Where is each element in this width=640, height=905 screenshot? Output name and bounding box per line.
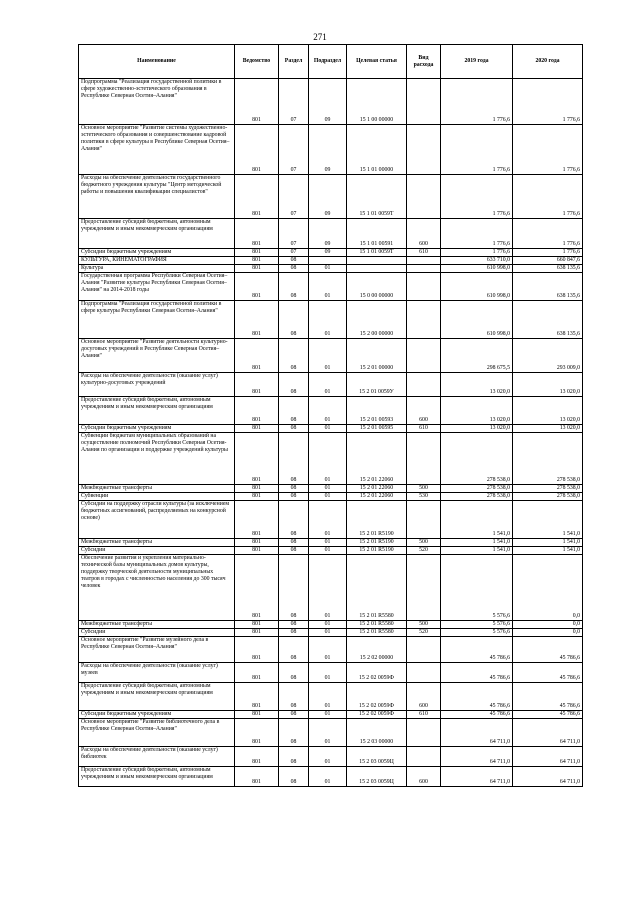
cell-article: 15 1 01 0059Т bbox=[347, 249, 407, 257]
cell-article: 15 2 03 0059Ц bbox=[347, 767, 407, 787]
cell-y2020: 278 538,0 bbox=[513, 485, 583, 493]
cell-name: Предоставление субсидий бюджетным, автономным учреждениям и иным некоммерческим организациям bbox=[79, 397, 235, 425]
cell-vid bbox=[407, 719, 441, 747]
cell-razdel: 07 bbox=[279, 175, 309, 219]
cell-name: Государственная программа Республики Северная Осетия–Алания "Развитие культуры Республики Северная Осетия–Алания" на 2014-2018 годы bbox=[79, 273, 235, 301]
cell-y2019: 45 786,6 bbox=[441, 711, 513, 719]
table-row bbox=[79, 273, 583, 301]
cell-name: Межбюджетные трансферты bbox=[79, 485, 235, 493]
table-row bbox=[79, 555, 583, 621]
cell-vid: 600 bbox=[407, 219, 441, 249]
cell-ved: 801 bbox=[235, 397, 279, 425]
cell-podrazdel: 01 bbox=[309, 339, 347, 373]
cell-article: 15 2 02 00000 bbox=[347, 637, 407, 663]
table-row bbox=[79, 711, 583, 719]
cell-ved: 801 bbox=[235, 747, 279, 767]
table-row bbox=[79, 547, 583, 555]
cell-y2020: 638 135,6 bbox=[513, 265, 583, 273]
cell-name: Расходы на обеспечение деятельности (оказание услуг) культурно-досуговых учреждений bbox=[79, 373, 235, 397]
cell-name: Основное мероприятие "Развитие деятельности культурно-досуговых учреждений в Республике Северная Осетия–Алания" bbox=[79, 339, 235, 373]
cell-podrazdel: 01 bbox=[309, 629, 347, 637]
cell-y2019: 13 020,0 bbox=[441, 373, 513, 397]
cell-razdel: 08 bbox=[279, 711, 309, 719]
cell-article: 15 2 01 0059У bbox=[347, 373, 407, 397]
table-row bbox=[79, 125, 583, 175]
cell-razdel: 08 bbox=[279, 425, 309, 433]
cell-y2019: 1 541,0 bbox=[441, 539, 513, 547]
cell-podrazdel: 01 bbox=[309, 747, 347, 767]
cell-ved: 801 bbox=[235, 339, 279, 373]
cell-y2019: 45 786,6 bbox=[441, 637, 513, 663]
cell-y2020: 0,0 bbox=[513, 621, 583, 629]
table-row bbox=[79, 683, 583, 711]
cell-vid bbox=[407, 501, 441, 539]
cell-article: 15 2 01 R5580 bbox=[347, 629, 407, 637]
cell-podrazdel: 01 bbox=[309, 485, 347, 493]
column-header: 2020 года bbox=[513, 45, 583, 79]
cell-article: 15 2 01 22060 bbox=[347, 485, 407, 493]
cell-name: Предоставление субсидий бюджетным, автономным учреждениям и иным некоммерческим организациям bbox=[79, 767, 235, 787]
cell-y2020: 1 541,0 bbox=[513, 501, 583, 539]
cell-article: 15 2 02 0059Ф bbox=[347, 663, 407, 683]
cell-vid bbox=[407, 257, 441, 265]
cell-y2019: 298 675,5 bbox=[441, 339, 513, 373]
table-row bbox=[79, 301, 583, 339]
column-header: Целевая статья bbox=[347, 45, 407, 79]
cell-article: 15 0 00 00000 bbox=[347, 273, 407, 301]
cell-name: Субсидии на поддержку отрасли культуры (за исключением бюджетных ассигнований, распределяемых на конкурсной основе) bbox=[79, 501, 235, 539]
cell-y2019: 64 711,0 bbox=[441, 767, 513, 787]
cell-razdel: 08 bbox=[279, 493, 309, 501]
cell-vid: 530 bbox=[407, 493, 441, 501]
cell-podrazdel: 01 bbox=[309, 425, 347, 433]
cell-podrazdel: 01 bbox=[309, 501, 347, 539]
cell-y2019: 13 020,0 bbox=[441, 425, 513, 433]
cell-article: 15 2 01 00000 bbox=[347, 339, 407, 373]
cell-razdel: 07 bbox=[279, 219, 309, 249]
cell-podrazdel: 01 bbox=[309, 621, 347, 629]
cell-vid: 600 bbox=[407, 397, 441, 425]
cell-y2019: 610 998,0 bbox=[441, 265, 513, 273]
cell-y2020: 1 776,6 bbox=[513, 219, 583, 249]
cell-razdel: 08 bbox=[279, 339, 309, 373]
cell-razdel: 08 bbox=[279, 301, 309, 339]
cell-vid: 610 bbox=[407, 249, 441, 257]
cell-y2019: 610 998,0 bbox=[441, 273, 513, 301]
cell-y2019: 1 776,6 bbox=[441, 175, 513, 219]
cell-vid bbox=[407, 663, 441, 683]
cell-vid bbox=[407, 555, 441, 621]
cell-article: 15 2 03 00000 bbox=[347, 719, 407, 747]
cell-y2020: 1 776,6 bbox=[513, 249, 583, 257]
cell-y2019: 64 711,0 bbox=[441, 747, 513, 767]
cell-podrazdel: 09 bbox=[309, 79, 347, 125]
cell-name: Субсидии bbox=[79, 547, 235, 555]
cell-y2020: 638 135,6 bbox=[513, 273, 583, 301]
cell-vid bbox=[407, 301, 441, 339]
cell-ved: 801 bbox=[235, 629, 279, 637]
cell-ved: 801 bbox=[235, 175, 279, 219]
cell-ved: 801 bbox=[235, 249, 279, 257]
cell-y2020: 64 711,0 bbox=[513, 767, 583, 787]
cell-razdel: 08 bbox=[279, 397, 309, 425]
cell-article: 15 2 02 0059Ф bbox=[347, 711, 407, 719]
cell-vid bbox=[407, 79, 441, 125]
cell-y2020: 64 711,0 bbox=[513, 719, 583, 747]
cell-article: 15 2 01 R5190 bbox=[347, 539, 407, 547]
cell-y2019: 1 776,6 bbox=[441, 125, 513, 175]
column-header: Раздел bbox=[279, 45, 309, 79]
cell-y2020: 1 776,6 bbox=[513, 125, 583, 175]
cell-article: 15 2 01 22060 bbox=[347, 493, 407, 501]
cell-razdel: 08 bbox=[279, 621, 309, 629]
cell-podrazdel: 01 bbox=[309, 547, 347, 555]
cell-y2020: 64 711,0 bbox=[513, 747, 583, 767]
cell-name: Субсидии bbox=[79, 629, 235, 637]
cell-article: 15 2 01 R5190 bbox=[347, 501, 407, 539]
column-header: Подраздел bbox=[309, 45, 347, 79]
cell-podrazdel: 01 bbox=[309, 683, 347, 711]
cell-name: Предоставление субсидий бюджетным, автономным учреждениям и иным некоммерческим организациям bbox=[79, 219, 235, 249]
cell-name: Основное мероприятие "Развитие системы художественно-эстетического образования и совершенствование кадровой политики в сфере культуры в Республике Северная Осетия–Алания" bbox=[79, 125, 235, 175]
cell-article: 15 2 03 0059Ц bbox=[347, 747, 407, 767]
cell-podrazdel: 01 bbox=[309, 719, 347, 747]
cell-podrazdel: 01 bbox=[309, 397, 347, 425]
cell-razdel: 08 bbox=[279, 637, 309, 663]
table-row bbox=[79, 433, 583, 485]
cell-razdel: 07 bbox=[279, 79, 309, 125]
column-header: Вид расхода bbox=[407, 45, 441, 79]
cell-name: Субсидии бюджетным учреждениям bbox=[79, 249, 235, 257]
cell-y2020: 638 135,6 bbox=[513, 301, 583, 339]
cell-razdel: 08 bbox=[279, 767, 309, 787]
cell-ved: 801 bbox=[235, 501, 279, 539]
cell-name: Обеспечение развития и укрепления материально-технической базы муниципальных домов культуры, поддержку творческой деятельности муниципальных театров в городах с численностью населения до 300 тысяч человек bbox=[79, 555, 235, 621]
cell-podrazdel: 01 bbox=[309, 555, 347, 621]
cell-name: Основное мероприятие "Развитие библиотечного дела в Республике Северная Осетия–Алания" bbox=[79, 719, 235, 747]
cell-article: 15 2 01 R5580 bbox=[347, 555, 407, 621]
table-row bbox=[79, 719, 583, 747]
cell-razdel: 08 bbox=[279, 265, 309, 273]
cell-name: Предоставление субсидий бюджетным, автономным учреждениям и иным некоммерческим организациям bbox=[79, 683, 235, 711]
column-header: 2019 года bbox=[441, 45, 513, 79]
table-row bbox=[79, 501, 583, 539]
cell-podrazdel: 01 bbox=[309, 373, 347, 397]
cell-name: Расходы на обеспечение деятельности (оказание услуг) музеев bbox=[79, 663, 235, 683]
cell-ved: 801 bbox=[235, 373, 279, 397]
table-row bbox=[79, 425, 583, 433]
cell-y2020: 1 776,6 bbox=[513, 79, 583, 125]
cell-razdel: 08 bbox=[279, 719, 309, 747]
cell-y2019: 633 710,0 bbox=[441, 257, 513, 265]
column-header: Ведомство bbox=[235, 45, 279, 79]
cell-y2019: 1 541,0 bbox=[441, 501, 513, 539]
cell-y2020: 13 020,0 bbox=[513, 373, 583, 397]
cell-name: Расходы на обеспечение деятельности государственного бюджетного учреждения культуры "Центр методической работы и повышения квалификации специалистов" bbox=[79, 175, 235, 219]
cell-podrazdel: 01 bbox=[309, 273, 347, 301]
cell-ved: 801 bbox=[235, 719, 279, 747]
cell-name: Субсидии бюджетным учреждениям bbox=[79, 711, 235, 719]
cell-y2020: 45 786,6 bbox=[513, 711, 583, 719]
cell-razdel: 08 bbox=[279, 257, 309, 265]
cell-ved: 801 bbox=[235, 621, 279, 629]
cell-article: 15 2 01 R5190 bbox=[347, 547, 407, 555]
cell-vid: 600 bbox=[407, 683, 441, 711]
cell-ved: 801 bbox=[235, 539, 279, 547]
cell-name: Подпрограмма "Реализация государственной политики в сфере художественно-эстетического образования в Республике Северная Осетия–Алания" bbox=[79, 79, 235, 125]
cell-vid: 520 bbox=[407, 547, 441, 555]
table-row bbox=[79, 485, 583, 493]
cell-vid: 610 bbox=[407, 711, 441, 719]
cell-vid bbox=[407, 265, 441, 273]
cell-ved: 801 bbox=[235, 663, 279, 683]
cell-y2019: 5 576,6 bbox=[441, 621, 513, 629]
cell-y2020: 660 847,6 bbox=[513, 257, 583, 265]
cell-podrazdel: 01 bbox=[309, 767, 347, 787]
cell-ved: 801 bbox=[235, 683, 279, 711]
cell-article: 15 2 01 22060 bbox=[347, 433, 407, 485]
cell-razdel: 08 bbox=[279, 273, 309, 301]
cell-razdel: 08 bbox=[279, 683, 309, 711]
cell-vid bbox=[407, 273, 441, 301]
cell-ved: 801 bbox=[235, 493, 279, 501]
cell-vid bbox=[407, 433, 441, 485]
cell-y2020: 0,0 bbox=[513, 629, 583, 637]
cell-razdel: 08 bbox=[279, 555, 309, 621]
cell-article: 15 2 00 00000 bbox=[347, 301, 407, 339]
cell-article: 15 1 00 00000 bbox=[347, 79, 407, 125]
cell-y2020: 1 776,6 bbox=[513, 175, 583, 219]
table-row bbox=[79, 539, 583, 547]
cell-razdel: 08 bbox=[279, 539, 309, 547]
cell-ved: 801 bbox=[235, 219, 279, 249]
cell-ved: 801 bbox=[235, 637, 279, 663]
table-row bbox=[79, 397, 583, 425]
table-row bbox=[79, 219, 583, 249]
cell-vid bbox=[407, 747, 441, 767]
cell-name: Подпрограмма "Реализация государственной политики в сфере культуры Республики Северная Осетия–Алания" bbox=[79, 301, 235, 339]
cell-name: Основное мероприятие "Развитие музейного дела в Республике Северная Осетия–Алания" bbox=[79, 637, 235, 663]
cell-podrazdel: 01 bbox=[309, 663, 347, 683]
cell-ved: 801 bbox=[235, 485, 279, 493]
cell-podrazdel: 01 bbox=[309, 265, 347, 273]
table-row bbox=[79, 747, 583, 767]
cell-y2019: 5 576,6 bbox=[441, 555, 513, 621]
cell-y2019: 278 538,0 bbox=[441, 433, 513, 485]
table-body bbox=[79, 79, 583, 787]
cell-ved: 801 bbox=[235, 301, 279, 339]
cell-article: 15 1 01 00591 bbox=[347, 219, 407, 249]
budget-table bbox=[78, 44, 583, 787]
cell-vid: 500 bbox=[407, 621, 441, 629]
cell-podrazdel: 09 bbox=[309, 175, 347, 219]
cell-ved: 801 bbox=[235, 711, 279, 719]
cell-y2020: 278 538,0 bbox=[513, 433, 583, 485]
cell-ved: 801 bbox=[235, 767, 279, 787]
cell-name: Расходы на обеспечение деятельности (оказание услуг) библиотек bbox=[79, 747, 235, 767]
cell-y2019: 45 786,6 bbox=[441, 683, 513, 711]
cell-podrazdel bbox=[309, 257, 347, 265]
cell-razdel: 07 bbox=[279, 249, 309, 257]
cell-y2019: 278 538,0 bbox=[441, 485, 513, 493]
table-row bbox=[79, 621, 583, 629]
cell-y2020: 13 020,0 bbox=[513, 397, 583, 425]
cell-y2020: 1 541,0 bbox=[513, 547, 583, 555]
cell-y2019: 1 776,6 bbox=[441, 79, 513, 125]
cell-vid: 500 bbox=[407, 539, 441, 547]
cell-y2020: 293 009,0 bbox=[513, 339, 583, 373]
table-row bbox=[79, 265, 583, 273]
cell-ved: 801 bbox=[235, 425, 279, 433]
cell-podrazdel: 01 bbox=[309, 539, 347, 547]
cell-vid: 610 bbox=[407, 425, 441, 433]
cell-y2019: 45 786,6 bbox=[441, 663, 513, 683]
cell-y2020: 45 786,6 bbox=[513, 637, 583, 663]
cell-y2020: 278 538,0 bbox=[513, 493, 583, 501]
cell-ved: 801 bbox=[235, 555, 279, 621]
table-row bbox=[79, 79, 583, 125]
page-number: 271 bbox=[313, 32, 327, 42]
cell-ved: 801 bbox=[235, 547, 279, 555]
cell-y2019: 278 538,0 bbox=[441, 493, 513, 501]
cell-razdel: 08 bbox=[279, 485, 309, 493]
cell-ved: 801 bbox=[235, 79, 279, 125]
cell-name: Субвенции bbox=[79, 493, 235, 501]
cell-ved: 801 bbox=[235, 265, 279, 273]
cell-name: Субсидии бюджетным учреждениям bbox=[79, 425, 235, 433]
cell-y2019: 1 541,0 bbox=[441, 547, 513, 555]
cell-razdel: 08 bbox=[279, 629, 309, 637]
cell-ved: 801 bbox=[235, 273, 279, 301]
cell-podrazdel: 01 bbox=[309, 637, 347, 663]
cell-podrazdel: 01 bbox=[309, 433, 347, 485]
table-row bbox=[79, 257, 583, 265]
cell-razdel: 08 bbox=[279, 747, 309, 767]
cell-article: 15 2 01 R5580 bbox=[347, 621, 407, 629]
cell-name: Межбюджетные трансферты bbox=[79, 621, 235, 629]
table-row bbox=[79, 767, 583, 787]
cell-razdel: 07 bbox=[279, 125, 309, 175]
cell-y2020: 45 786,6 bbox=[513, 683, 583, 711]
cell-article: 15 1 01 0059Т bbox=[347, 175, 407, 219]
cell-y2019: 5 576,6 bbox=[441, 629, 513, 637]
cell-y2019: 610 998,0 bbox=[441, 301, 513, 339]
cell-y2019: 13 020,0 bbox=[441, 397, 513, 425]
cell-vid bbox=[407, 125, 441, 175]
cell-vid bbox=[407, 373, 441, 397]
table-row bbox=[79, 493, 583, 501]
cell-razdel: 08 bbox=[279, 663, 309, 683]
cell-podrazdel: 09 bbox=[309, 219, 347, 249]
cell-article: 15 2 01 00593 bbox=[347, 397, 407, 425]
cell-article: 15 2 01 00595 bbox=[347, 425, 407, 433]
cell-name: Культура bbox=[79, 265, 235, 273]
cell-vid bbox=[407, 175, 441, 219]
table-row bbox=[79, 339, 583, 373]
table-row bbox=[79, 663, 583, 683]
cell-name: Межбюджетные трансферты bbox=[79, 539, 235, 547]
cell-podrazdel: 01 bbox=[309, 493, 347, 501]
cell-name: Субвенции бюджетам муниципальных образований на осуществление полномочий Республики Северная Осетия-Алания по организации и поддержке учреждений культуры bbox=[79, 433, 235, 485]
cell-article: 15 2 02 0059Ф bbox=[347, 683, 407, 711]
cell-vid: 520 bbox=[407, 629, 441, 637]
table-row bbox=[79, 249, 583, 257]
cell-vid: 600 bbox=[407, 767, 441, 787]
table-row bbox=[79, 373, 583, 397]
table-row bbox=[79, 175, 583, 219]
cell-ved: 801 bbox=[235, 257, 279, 265]
cell-y2020: 45 786,6 bbox=[513, 663, 583, 683]
table-header-row bbox=[79, 45, 583, 79]
cell-article: 15 1 01 00000 bbox=[347, 125, 407, 175]
table-row bbox=[79, 637, 583, 663]
cell-podrazdel: 01 bbox=[309, 711, 347, 719]
cell-razdel: 08 bbox=[279, 373, 309, 397]
cell-article bbox=[347, 257, 407, 265]
cell-podrazdel: 09 bbox=[309, 249, 347, 257]
cell-article bbox=[347, 265, 407, 273]
cell-y2019: 64 711,0 bbox=[441, 719, 513, 747]
cell-vid bbox=[407, 339, 441, 373]
cell-y2019: 1 776,6 bbox=[441, 249, 513, 257]
cell-y2020: 0,0 bbox=[513, 555, 583, 621]
cell-razdel: 08 bbox=[279, 547, 309, 555]
cell-y2020: 1 541,0 bbox=[513, 539, 583, 547]
cell-razdel: 08 bbox=[279, 433, 309, 485]
table-row bbox=[79, 629, 583, 637]
cell-podrazdel: 09 bbox=[309, 125, 347, 175]
column-header: Наименование bbox=[79, 45, 235, 79]
cell-y2020: 13 020,0 bbox=[513, 425, 583, 433]
cell-vid bbox=[407, 637, 441, 663]
cell-ved: 801 bbox=[235, 433, 279, 485]
cell-podrazdel: 01 bbox=[309, 301, 347, 339]
cell-razdel: 08 bbox=[279, 501, 309, 539]
cell-ved: 801 bbox=[235, 125, 279, 175]
cell-y2019: 1 776,6 bbox=[441, 219, 513, 249]
cell-name: КУЛЬТУРА, КИНЕМАТОГРАФИЯ bbox=[79, 257, 235, 265]
cell-vid: 500 bbox=[407, 485, 441, 493]
